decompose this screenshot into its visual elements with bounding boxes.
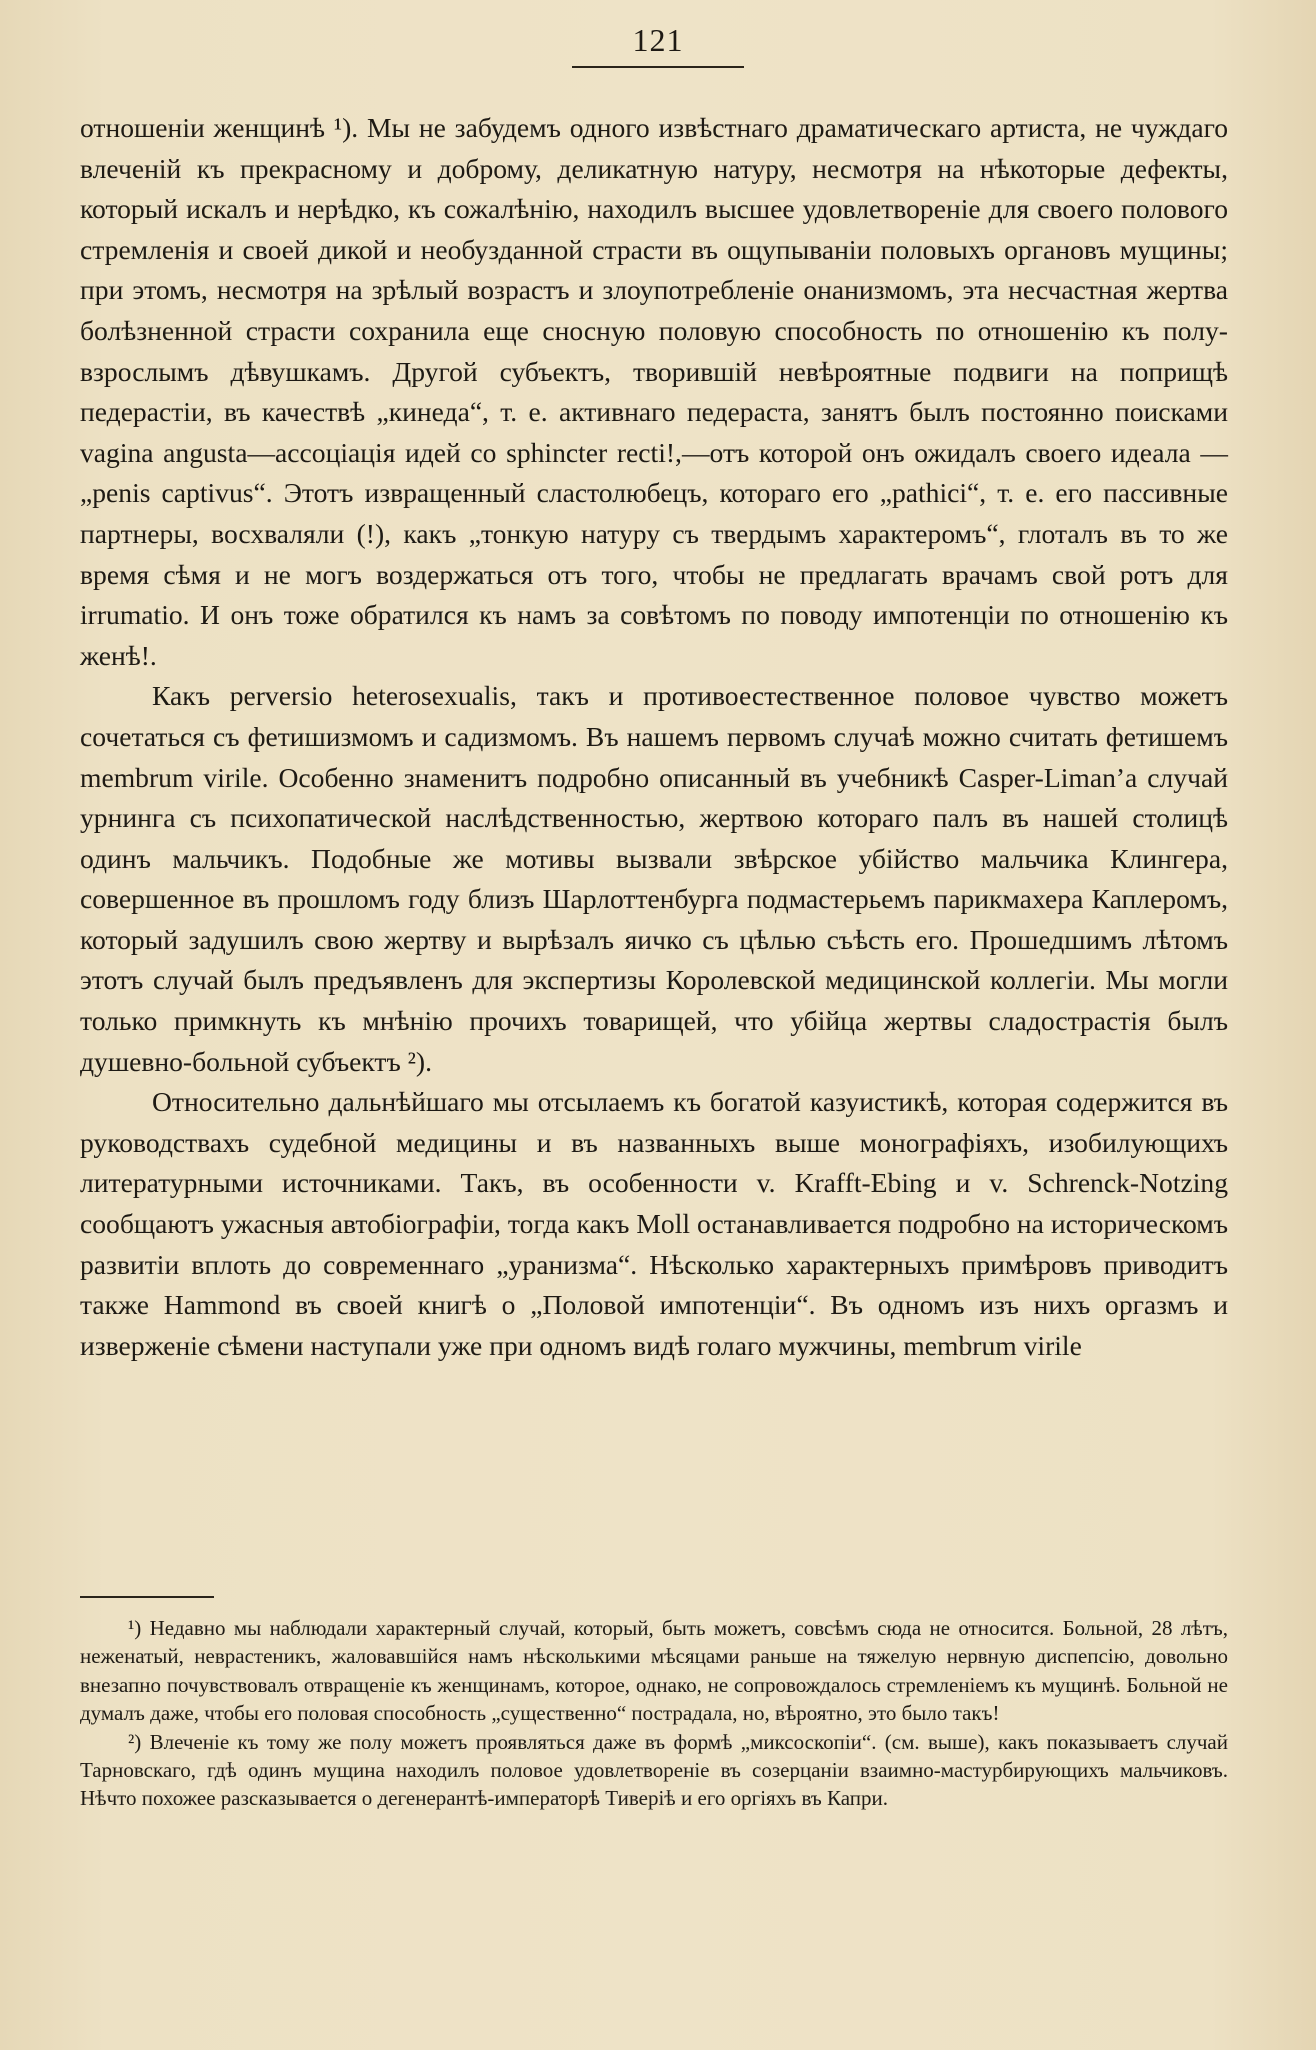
footnote-rule: [80, 1596, 214, 1598]
paragraph-3: Относительно дальнѣйшаго мы отсылаемъ къ богатой казуистикѣ, которая содержится въ руководствахъ судебной медицины и въ названныхъ выше монографiяхъ, изобилующихъ литературными источниками. Такъ, въ особенности v. Krafft-Ebing и v. Schrenck-Notzing сообщаютъ ужасныя автобiографiи, тогда какъ Moll останавливается подробно на историческомъ развитiи вплоть до современнаго „уранизма“. Нѣсколько характерныхъ примѣровъ приводитъ также Hammond въ своей книгѣ о „Половой импотенцiи“. Въ одномъ изъ нихъ оргазмъ и изверженiе сѣмени наступали уже при одномъ видѣ голаго мужчины, membrum virile: [80, 1086, 1228, 1361]
footnote-1: ¹) Недавно мы наблюдали характерный случай, который, быть можетъ, совсѣмъ сюда не относится. Больной, 28 лѣтъ, неженатый, неврастеникъ, жаловавшiйся намъ нѣсколькими мѣсяцами раньше на тяжелую нервную диспепсiю, довольно внезапно почувствовалъ отвращенiе къ женщинамъ, которое, однако, не сопровождалось стремленiемъ къ мущинѣ. Больной не думалъ даже, чтобы его половая способность „существенно“ пострадала, но, вѣроятно, это было такъ!: [80, 1616, 1228, 1726]
footnotes: [80, 1614, 1228, 1813]
footnote-2: ²) Влеченiе къ тому же полу можетъ проявляться даже въ формѣ „миксоскопiи“. (см. выше), какъ показываетъ случай Тарновскаго, гдѣ одинъ мущина находилъ половое удовлетворенiе въ созерцанiи взаимно-мастурбирующихъ мальчиковъ. Нѣчто похожее разсказывается о дегенерантѣ-императорѣ Тиверiѣ и его оргiяхъ въ Капри.: [80, 1729, 1228, 1811]
paragraph-1: отношенiи женщинѣ ¹). Мы не забудемъ одного извѣстнаго драматическаго артиста, не чуждаго влеченiй къ прекрасному и доброму, деликатную натуру, несмотря на нѣкоторые дефекты, который искалъ и нерѣдко, къ сожалѣнiю, находилъ высшее удовлетворенiе для своего полового стремленiя и своей дикой и необузданной страсти въ ощупыванiи половыхъ органовъ мущины; при этомъ, несмотря на зрѣлый возрастъ и злоупотребленiе онанизмомъ, эта несчастная жертва болѣзненной страсти сохранила еще сносную половую способность по отношенiю къ полу-взрослымъ дѣвушкамъ. Другой субъектъ, творившiй невѣроятные подвиги на поприщѣ педерастiи, въ качествѣ „кинеда“, т. е. активнаго педераста, занятъ былъ постоянно поисками vagina angusta—ассоцiацiя идей со sphincter recti!,—отъ которой онъ ожидалъ своего идеала — „penis captivus“. Этотъ извращенный сластолюбецъ, котораго его „pathici“, т. е. его пассивные партнеры, восхваляли (!), какъ „тонкую натуру съ твердымъ характеромъ“, глоталъ въ то же время сѣмя и не могъ воздержаться отъ того, чтобы не предлагать врачамъ свой ротъ для irrumatio. И онъ тоже обратился къ намъ за совѣтомъ по поводу импотенцiи по отношенiю къ женѣ!.: [80, 112, 1228, 671]
page-number: 121: [632, 22, 684, 58]
paragraph-2: Какъ perversio heterosexualis, такъ и противоестественное половое чувство можетъ сочетаться съ фетишизмомъ и садизмомъ. Въ нашемъ первомъ случаѣ можно считать фетишемъ membrum virile. Особенно знаменитъ подробно описанный въ учебникѣ Casper-Liman’a случай урнинга съ психопатической наслѣдственностью, жертвою котораго палъ въ нашей столицѣ одинъ мальчикъ. Подобные же мотивы вызвали звѣрское убiйство мальчика Клингера, совершенное въ прошломъ году близъ Шарлоттенбурга подмастерьемъ парикмахера Каплеромъ, который задушилъ свою жертву и вырѣзалъ яичко съ цѣлью съѣсть его. Прошедшимъ лѣтомъ этотъ случай былъ предъявленъ для экспертизы Королевской медицинской коллегiи. Мы могли только примкнуть къ мнѣнiю прочихъ товарищей, что убiйца жертвы сладострастiя былъ душевно-больной субъектъ ²).: [80, 680, 1228, 1077]
main-text: [80, 108, 1228, 1366]
header-rule: [572, 66, 744, 68]
